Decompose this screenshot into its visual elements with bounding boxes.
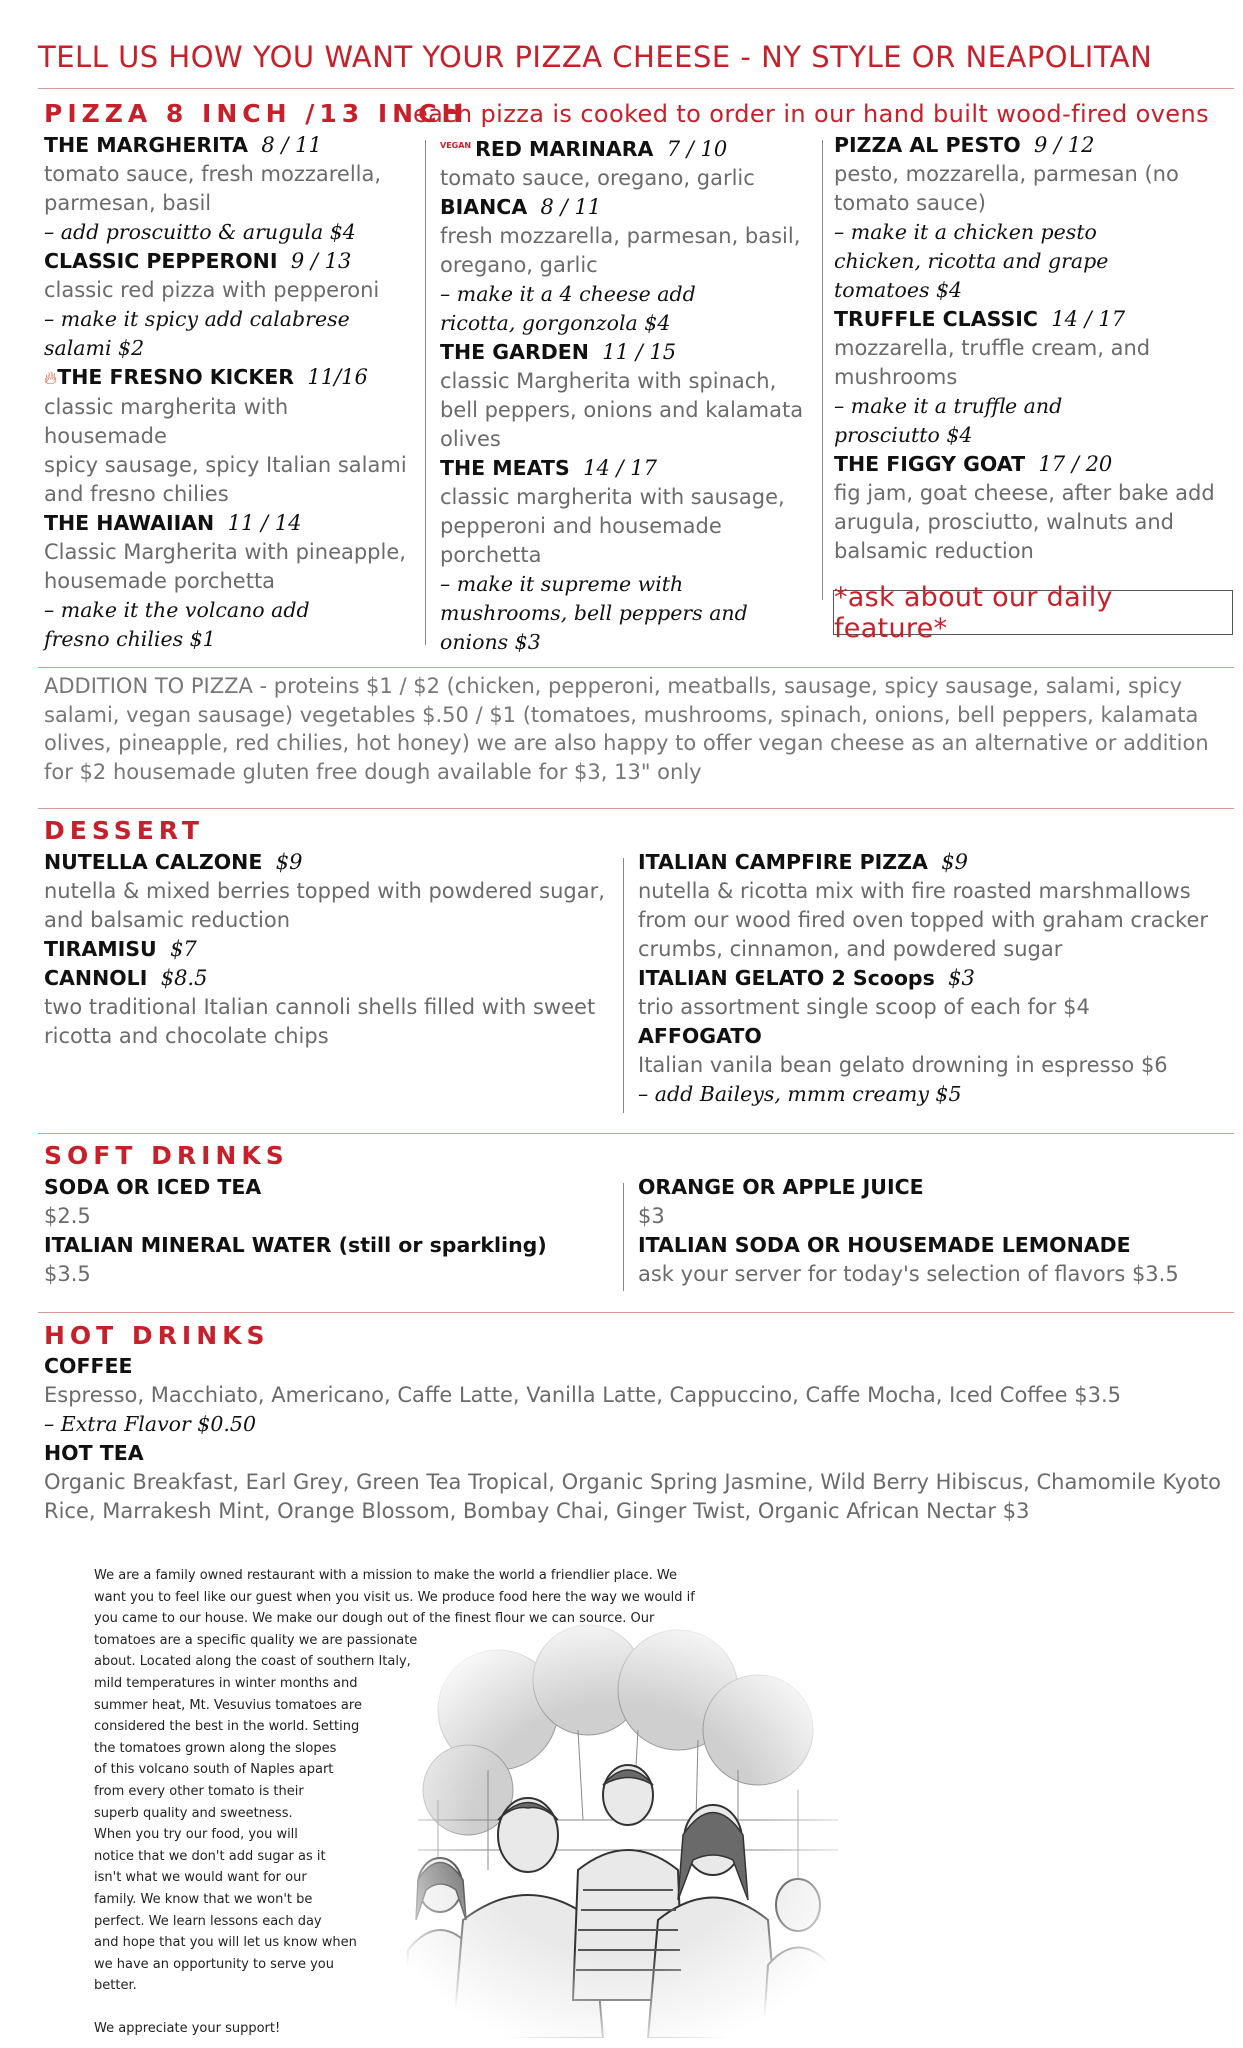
item-description: trio assortment single scoop of each for $4 — [638, 995, 1090, 1019]
item-price: 7 / 10 — [666, 137, 728, 161]
item-description: ricotta and chocolate chips — [44, 1024, 329, 1048]
item-price: 17 / 20 — [1038, 452, 1113, 476]
item-name: THE HAWAIIAN — [44, 511, 215, 535]
item-description: bell peppers, onions and kalamata — [440, 398, 804, 422]
item-addon: onions $3 — [440, 630, 541, 654]
story-line: isn't what we would want for our — [94, 1870, 307, 1886]
item-addon: – make it a truffle and — [834, 394, 1063, 418]
item-description: Classic Margherita with pineapple, — [44, 540, 406, 564]
addition-to-pizza — [44, 672, 1234, 786]
story-line: tomatoes are a specific quality we are passionate — [94, 1632, 418, 1648]
item-name: CLASSIC PEPPERONI — [44, 249, 278, 273]
item-description: crumbs, cinnamon, and powdered sugar — [638, 937, 1063, 961]
item-description: fig jam, goat cheese, after bake add — [834, 481, 1215, 505]
item-name: ITALIAN CAMPFIRE PIZZA — [638, 850, 928, 874]
divider — [38, 88, 1234, 89]
story-line: and hope that you will let us know when — [94, 1935, 357, 1951]
item-addon: – make it a chicken pesto — [834, 220, 1097, 244]
daily-feature-box: *ask about our daily feature* — [833, 590, 1233, 635]
item-addon: – add Baileys, mmm creamy $5 — [638, 1082, 962, 1106]
story-line: you came to our house. We make our dough out of the finest flour we can source. Our — [94, 1611, 655, 1627]
item-description: tomato sauce, oregano, garlic — [440, 166, 755, 190]
item-name: THE FRESNO KICKER — [57, 365, 295, 389]
addition-line: for $2 housemade gluten free dough available for $3, 13" only — [44, 759, 702, 784]
divider — [38, 1312, 1234, 1313]
pizza-section-title: PIZZA 8 INCH /13 INCH — [44, 99, 468, 128]
item-name: SODA OR ICED TEA — [44, 1175, 262, 1199]
item-price: $3 — [948, 966, 975, 990]
item-addon: tomatoes $4 — [834, 278, 963, 302]
item-addon: – Extra Flavor $0.50 — [44, 1412, 256, 1436]
story-text — [94, 1565, 774, 2040]
story-line: notice that we don't add sugar as it — [94, 1848, 326, 1864]
pizza-column-2 — [440, 131, 820, 657]
pizza-column-1 — [44, 131, 414, 654]
item-description: classic red pizza with pepperoni — [44, 278, 380, 302]
item-description: two traditional Italian cannoli shells filled with sweet — [44, 995, 596, 1019]
item-description: mozzarella, truffle cream, and — [834, 336, 1151, 360]
soft-drinks-section-title: SOFT DRINKS — [44, 1141, 289, 1170]
story-line: about. Located along the coast of southern Italy, — [94, 1654, 411, 1670]
item-description: ask your server for today's selection of flavors $3.5 — [638, 1262, 1179, 1286]
column-divider — [623, 858, 624, 1113]
item-name: TIRAMISU — [44, 937, 157, 961]
item-name: RED MARINARA — [475, 137, 654, 161]
item-price: 11 / 15 — [602, 340, 677, 364]
item-description: from our wood fired oven topped with graham cracker — [638, 908, 1208, 932]
dessert-column-right — [638, 848, 1234, 1109]
item-description: tomato sauce, fresh mozzarella, — [44, 162, 382, 186]
item-description: tomato sauce) — [834, 191, 986, 215]
divider — [38, 808, 1234, 809]
story-line: family. We know that we won't be — [94, 1891, 313, 1907]
item-price: $2.5 — [44, 1204, 91, 1228]
item-price: 14 / 17 — [1051, 307, 1126, 331]
story-line: When you try our food, you will — [94, 1827, 298, 1843]
soft-drinks-column-right — [638, 1173, 1234, 1289]
item-name: TRUFFLE CLASSIC — [834, 307, 1038, 331]
item-price: 8 / 11 — [540, 195, 602, 219]
item-addon: – make it a 4 cheese add — [440, 282, 696, 306]
item-name: THE FIGGY GOAT — [834, 452, 1026, 476]
item-description: and balsamic reduction — [44, 908, 291, 932]
story-line: perfect. We learn lessons each day — [94, 1913, 322, 1929]
column-divider — [822, 140, 823, 600]
item-description: classic margherita with housemade — [44, 395, 289, 448]
item-description: pesto, mozzarella, parmesan (no — [834, 162, 1179, 186]
addition-line: ADDITION TO PIZZA - proteins $1 / $2 (chicken, pepperoni, meatballs, sausage, spicy sausage, salami, spicy — [44, 674, 1183, 698]
pizza-column-3 — [834, 131, 1234, 566]
item-price: $7 — [170, 937, 197, 961]
item-addon: fresno chilies $1 — [44, 627, 216, 651]
divider — [38, 1133, 1234, 1134]
vegan-tag: VEGAN — [440, 141, 472, 150]
divider — [38, 667, 1234, 668]
story-line: considered the best in the world. Setting — [94, 1719, 360, 1735]
story-line: summer heat, Mt. Vesuvius tomatoes are — [94, 1697, 362, 1713]
item-addon: prosciutto $4 — [834, 423, 973, 447]
item-price: $3 — [638, 1204, 665, 1228]
item-addon: – add proscuitto & arugula $4 — [44, 220, 356, 244]
pizza-tagline: each pizza is cooked to order in our hand built wood-fired ovens — [413, 100, 1209, 128]
item-addon: – make it supreme with — [440, 572, 684, 596]
addition-line: olives, pineapple, red chilies, hot honey) we are also happy to offer vegan cheese as an alternative or addition — [44, 731, 1209, 755]
dessert-column-left — [44, 848, 624, 1051]
item-description: arugula, prosciutto, walnuts and — [834, 510, 1175, 534]
soft-drinks-column-left — [44, 1173, 624, 1289]
hot-drinks-section-title: HOT DRINKS — [44, 1321, 270, 1350]
item-price: 14 / 17 — [583, 456, 657, 480]
item-name: THE MARGHERITA — [44, 133, 248, 157]
item-addon: mushrooms, bell peppers and — [440, 601, 748, 625]
story-line: superb quality and sweetness. — [94, 1805, 293, 1821]
column-divider — [425, 140, 426, 645]
item-description: spicy sausage, spicy Italian salami — [44, 453, 407, 477]
story-line: of this volcano south of Naples apart — [94, 1762, 334, 1778]
story-line — [94, 1997, 774, 2019]
item-description: mushrooms — [834, 365, 958, 389]
item-description: Rice, Marrakesh Mint, Orange Blossom, Bombay Chai, Ginger Twist, Organic African Nectar $3 — [44, 1499, 1030, 1523]
item-name: HOT TEA — [44, 1441, 144, 1465]
addition-line: salami, vegan sausage) vegetables $.50 / $1 (tomatoes, mushrooms, spinach, onions, bell peppers, kalamata — [44, 702, 1199, 727]
item-description: housemade porchetta — [44, 569, 276, 593]
item-price: 11/16 — [307, 365, 368, 389]
item-addon: – make it spicy add calabrese — [44, 307, 350, 331]
item-description: fresh mozzarella, parmesan, basil, — [440, 224, 801, 248]
item-description: oregano, garlic — [440, 253, 598, 277]
item-description: Espresso, Macchiato, Americano, Caffe Latte, Vanilla Latte, Cappuccino, Caffe Mocha, Iced Coffee $3.5 — [44, 1383, 1122, 1407]
story-line: better. — [94, 1978, 137, 1994]
item-description: Organic Breakfast, Earl Grey, Green Tea Tropical, Organic Spring Jasmine, Wild Berry Hibiscus, Chamomile Kyoto — [44, 1470, 1221, 1494]
item-description: olives — [440, 427, 501, 451]
item-description: Italian vanila bean gelato drowning in espresso $6 — [638, 1053, 1168, 1077]
item-name: BIANCA — [440, 195, 528, 219]
item-name: THE MEATS — [440, 456, 570, 480]
story-line: the tomatoes grown along the slopes — [94, 1740, 337, 1756]
item-price: $9 — [941, 850, 968, 874]
item-price: 8 / 11 — [261, 133, 322, 157]
item-addon: – make it the volcano add — [44, 598, 310, 622]
item-addon: ricotta, gorgonzola $4 — [440, 311, 671, 335]
story-line: we have an opportunity to serve you — [94, 1956, 335, 1972]
story-line: We are a family owned restaurant with a mission to make the world a friendlier place. We — [94, 1568, 677, 1583]
item-description: parmesan, basil — [44, 191, 212, 215]
item-description: balsamic reduction — [834, 539, 1034, 563]
item-addon: salami $2 — [44, 336, 145, 360]
item-price: 9 / 12 — [1034, 133, 1095, 157]
item-description: nutella & ricotta mix with fire roasted marshmallows — [638, 879, 1191, 903]
item-description: pepperoni and housemade — [440, 514, 722, 538]
item-name: NUTELLA CALZONE — [44, 850, 263, 874]
item-price: $8.5 — [160, 966, 208, 990]
item-name: PIZZA AL PESTO — [834, 133, 1021, 157]
item-name: ITALIAN GELATO 2 Scoops — [638, 966, 935, 990]
item-description: nutella & mixed berries topped with powdered sugar, — [44, 879, 605, 903]
dessert-section-title: DESSERT — [44, 816, 204, 845]
column-divider — [623, 1183, 624, 1291]
item-name: AFFOGATO — [638, 1024, 762, 1048]
story-line: We appreciate your support! — [94, 2021, 281, 2037]
story-line: mild temperatures in winter months and — [94, 1675, 358, 1691]
item-name: ORANGE OR APPLE JUICE — [638, 1175, 924, 1199]
item-price: 9 / 13 — [290, 249, 352, 273]
item-description: classic margherita with sausage, — [440, 485, 785, 509]
item-name: ITALIAN MINERAL WATER (still or sparkling) — [44, 1233, 547, 1257]
item-addon: chicken, ricotta and grape — [834, 249, 1109, 273]
item-price: $9 — [275, 850, 303, 874]
hot-drinks-list — [44, 1352, 1234, 1526]
story-line: from every other tomato is their — [94, 1783, 304, 1799]
item-price: 11 / 14 — [227, 511, 302, 535]
item-name: COFFEE — [44, 1354, 133, 1378]
item-name: THE GARDEN — [440, 340, 589, 364]
item-name: CANNOLI — [44, 966, 148, 990]
item-description: classic Margherita with spinach, — [440, 369, 777, 393]
page-banner: TELL US HOW YOU WANT YOUR PIZZA CHEESE - NY STYLE OR NEAPOLITAN — [38, 40, 1153, 74]
item-price: $3.5 — [44, 1262, 91, 1286]
item-name: ITALIAN SODA OR HOUSEMADE LEMONADE — [638, 1233, 1131, 1257]
item-description: porchetta — [440, 543, 542, 567]
item-description: and fresno chilies — [44, 482, 229, 506]
flame-icon: 🔥︎ — [44, 368, 58, 389]
story-line: want you to feel like our guest when you visit us. We produce food here the way we would if — [94, 1589, 695, 1605]
